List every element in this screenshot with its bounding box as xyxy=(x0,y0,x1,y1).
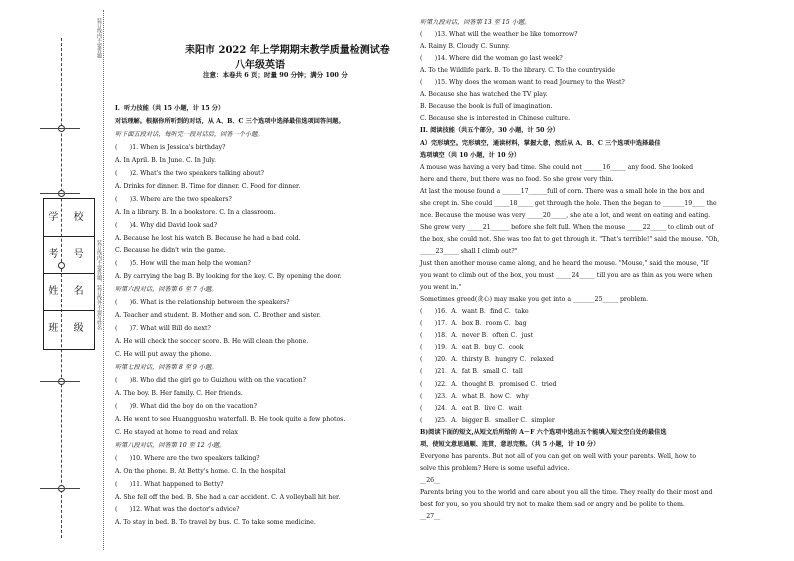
left-text-line: 听第七段对话，回答第 8 至 9 小题。 xyxy=(115,364,218,371)
left-text-line: I．听力技能（共 15 小题，计 15 分） xyxy=(115,105,225,112)
right-text-line: 项，使短文意思通顺、连贯，意思完整。（共 5 小题，计 10 分） xyxy=(420,440,600,448)
right-text-line: she crept in. She could _____18_____ get through the hole. Then the began to _______19____ the xyxy=(420,199,717,207)
right-text-line: _____23_____ shall I climb out?" xyxy=(420,247,518,255)
right-text-line: A. To the Wildlife park. B. To the library. C. To the countryside xyxy=(420,67,615,75)
right-text-line: ( )16．A．want B．find C．take xyxy=(420,308,529,316)
right-text-line: ( )21．A．fat B．small C．tall xyxy=(420,368,523,376)
right-text-line: B. Because the book is full of imagination. xyxy=(420,103,553,111)
right-text-line: Everyone has parents. But not all of you can get on well with your parents. Well, how to xyxy=(420,452,697,460)
exam-note: 注意：本卷共 6 页；时量 90 分钟；满分 100 分 xyxy=(203,71,348,79)
left-text-line: ( )10. Where are the two speakers talking? xyxy=(115,454,260,462)
left-text-line: 听下面五段对话，每听完一段对话后，回答一个小题。 xyxy=(115,130,264,138)
left-text-line: 听第八段对话，回答第 10 至 12 小题。 xyxy=(115,441,226,449)
exam-number-field[interactable]: 考 号 xyxy=(44,236,94,274)
binding-warning-top: 装订线内不要答题 xyxy=(96,18,102,58)
right-text-line: ( )15. Why does the woman want to read Journey to the West? xyxy=(420,79,625,87)
right-text-line: A）完形填空。完形填空，通读材料，掌握大意，然后从 A、B、C 三个选项中选择最佳 xyxy=(420,139,661,147)
left-text-line: A. In April. B. In June. C. In July. xyxy=(115,156,216,164)
right-text-line: 选项填空（共 10 小题，计 10 分） xyxy=(420,151,521,159)
binding-tick xyxy=(40,128,80,129)
right-text-line: ( )14. Where did the woman go last week? xyxy=(420,55,563,63)
left-text-line: A. He went to see Huangguoshu waterfall. B. He took quite a few photos. xyxy=(115,415,346,423)
exam-title: 耒阳市 2022 年上学期期末教学质量检测试卷 xyxy=(185,45,390,56)
binding-tick xyxy=(40,193,80,194)
left-text-line: ( )9. What did the boy do on the vacation? xyxy=(115,402,257,410)
right-text-line: you want to climb out of the box, you must _____24_____ till you are as thin as you were when xyxy=(420,272,713,280)
left-text-line: ( )3. Where are the two speakers? xyxy=(115,195,232,203)
right-text-line: Just then another mouse came along, and he heard the mouse. "Mouse," said the mouse, "If xyxy=(420,260,709,267)
left-text-line: C. Because he didn't win the game. xyxy=(115,247,226,255)
exam-subtitle: 八年级英语 xyxy=(235,60,285,71)
left-text-line: A. In a library. B. In a bookstore. C. In a classroom. xyxy=(115,208,276,216)
right-text-line: you went in." xyxy=(420,284,462,292)
right-text-line: 听第九段对话，回答第 13 至 15 小题。 xyxy=(420,19,531,26)
binding-tick xyxy=(40,381,80,382)
right-text-line: ( )17．A．box B．room C．bag xyxy=(420,320,527,328)
right-text-line: B)阅读下面的短文,从短文后所给的 A－F 六个选项中选出五个能填入短文空白处的最佳选 xyxy=(420,428,667,436)
class-field[interactable]: 班 级 xyxy=(48,323,90,334)
right-text-line: C. Because she is interested in Chinese culture. xyxy=(420,115,571,123)
right-text-line: __27__ xyxy=(420,513,441,521)
right-text-line: best for you, so you should try not to make them sad or angry and be polite to them. xyxy=(420,501,685,508)
left-text-line: A. Because he lost his watch B. Because he had a bad cold. xyxy=(115,234,301,242)
left-text-line: ( )4. Why did David look sad? xyxy=(115,221,218,229)
left-text-line: ( )8. Who did the girl go to Guizhou with on the vacation? xyxy=(115,376,306,384)
right-text-line: A. Rainy B. Cloudy C. Sunny. xyxy=(420,43,510,51)
left-text-line: A. Drinks for dinner. B. Time for dinner. C. Food for dinner. xyxy=(115,182,301,190)
right-text-line: ( )25．A．bigger B．smaller C．simpler xyxy=(420,416,555,424)
right-text-line: ( )22．A．thought B．promised C．tried xyxy=(420,380,557,388)
left-text-line: ( )11. What happened to Betty? xyxy=(115,480,224,488)
school-field[interactable]: 学 校 xyxy=(44,199,94,237)
left-text-line: A. To stay in bed. B. To travel by bus. C. To take some medicine. xyxy=(115,519,316,527)
left-text-line: ( )6. What is the relationship between the speakers? xyxy=(115,299,290,307)
right-text-line: ( )20．A．thirsty B．hungry C．relaxed xyxy=(420,356,554,364)
right-text-line: ( )24．A．eat B．live C．wait xyxy=(420,404,522,412)
right-text-line: At last the mouse found a ______17______full of corn. There was a small hole in the box and xyxy=(420,187,705,195)
left-text-line: A. On the phone. B. At Betty's home. C. In the hospital xyxy=(115,467,286,475)
left-text-line: A. She fell off the bed. B. She had a car accident. C. A volleyball hit her. xyxy=(115,493,341,501)
right-text-line: Sometimes greed(贪心) may make you get into a _______25_____ problem. xyxy=(420,296,649,304)
left-text-line: ( )12. What was the doctor's advice? xyxy=(115,506,240,514)
right-text-line: A mouse was having a very bad time. She could not ______16_____ any food. She looked xyxy=(420,163,694,171)
left-text-line: A. By carrying the bag B. By looking for the key. C. By opening the door. xyxy=(115,273,342,281)
right-text-line: She grew very _____21______ before she felt full. When the mouse _____22_____ to climb out of xyxy=(420,223,714,231)
right-text-line: ( )23．A．what B．how C．why xyxy=(420,392,529,400)
left-text-line: ( )5. How will the man help the woman? xyxy=(115,260,251,268)
left-text-line: 听第六段对话，回答第 6 至 7 小题。 xyxy=(115,286,218,294)
right-text-line: A. Because she has watched the TV play. xyxy=(420,91,548,99)
right-text-line: solve this problem? Here is some useful advice. xyxy=(420,464,570,472)
student-info-box xyxy=(43,198,95,350)
right-text-line: Parents bring you to the world and care about you all the time. They really do their most and xyxy=(420,488,713,496)
left-text-line: A. He will check the soccer score. B. He will clean the phone. xyxy=(115,338,309,346)
binding-line-inner xyxy=(103,10,104,550)
name-field[interactable]: 姓 名 xyxy=(44,273,94,311)
right-text-line: ( )19．A．eat B．buy C．cook xyxy=(420,344,524,352)
binding-tick xyxy=(40,488,80,489)
right-text-line: ( )13. What will the weather be like tomorrow? xyxy=(420,31,578,39)
left-text-line: A. The boy. B. Her family. C. Her friends. xyxy=(115,389,243,397)
left-text-line: C. He stayed at home to read and relax xyxy=(115,428,239,436)
left-text-line: ( )2. What's the two speakers talking about? xyxy=(115,169,264,177)
right-text-line: nce. Because the mouse was very _____20_____, she ate a lot, and went on eating and eating. xyxy=(420,211,711,219)
left-text-line: A. Teacher and student. B. Mother and son. C. Brother and sister. xyxy=(115,312,321,320)
right-text-line: ( )18．A．never B．often C．just xyxy=(420,332,533,340)
right-text-line: II. 阅读技能（共五个部分，30 小题，计 50 分） xyxy=(420,127,559,135)
left-text-line: C. He will put away the phone. xyxy=(115,351,212,359)
left-text-line: ( )7. What will Bill do next? xyxy=(115,325,211,333)
right-text-line: __26__ xyxy=(420,476,441,484)
left-text-line: ( )1. When is Jessica's birthday? xyxy=(115,143,226,151)
right-text-line: here and there, but there was no food. So she grew very thin. xyxy=(420,175,614,183)
right-text-line: the box, she could not. She was too fat to get through it. "That's terrible!" said the mouse. "Oh, xyxy=(420,235,720,243)
binding-warning-bottom: 装订线内不要答题，装订线外不要写姓名 xyxy=(96,240,102,330)
left-text-line: 对话理解。根据你所听到的对话，从 A、B、C 三个选项中选择最佳选项回答问题。 xyxy=(115,117,345,125)
